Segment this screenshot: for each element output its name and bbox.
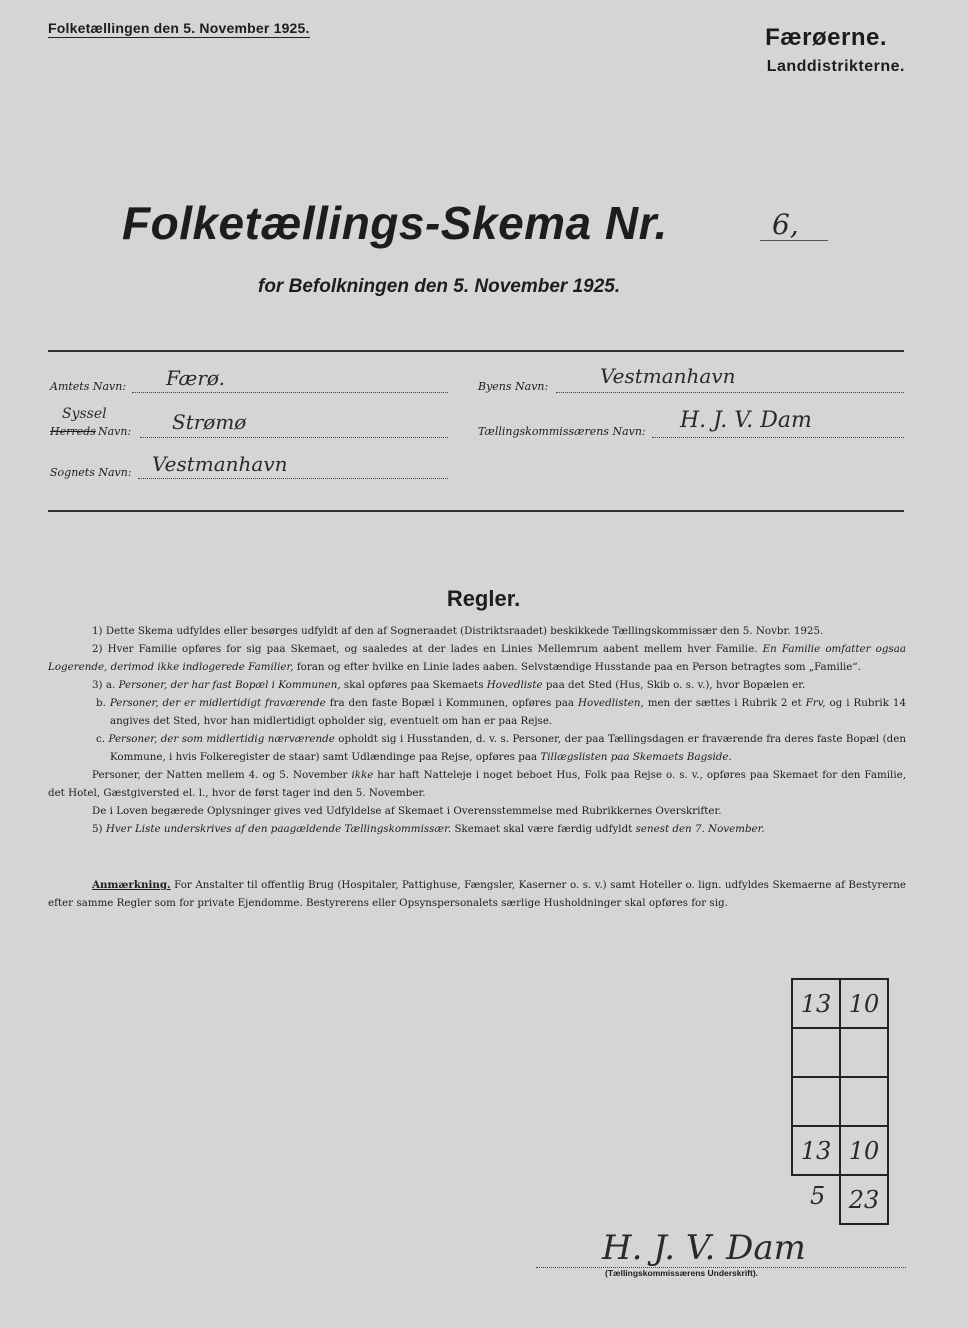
sogn-label: Sognets Navn: [50,466,132,479]
rule-3b: b. Personer, der er midlertidigt fraværende fra den faste Bopæl i Kommunen, opføres paa Hovedlisten, men der sættes i Rubrik 2 et Frv, og i Rubrik 14 angives det Sted, hvor han midlertidigt opholder sig, eventuelt om han er paa Rejse. [96,697,907,727]
signature: H. J. V. Dam [602,1228,806,1268]
top-divider [48,350,904,352]
form-title: Folketællings-Skema Nr. [122,197,668,249]
kommissaer-value: H. J. V. Dam [680,408,812,433]
tally-cell: 13 [792,979,840,1028]
form-subtitle: for Befolkningen den 5. November 1925. [258,276,621,297]
tally-cell [792,1028,840,1077]
amt-field-line [132,392,448,393]
header-district-type: Landdistrikterne. [766,58,905,75]
rules-text [48,622,906,838]
tally-cell: 13 [792,1126,840,1175]
rule-2: 2) Hver Familie opføres for sig paa Skemaet, og saaledes at der lades en Linies Mellemrum aabent mellem hver Familie. En Familie omfatter ogsaa Logerende, derimod ikke indlogerede Familier, foran og efter hvilke en Linie lades aaben. Selvstændige Husstande paa en Person betragtes som „Familie“. [48,643,906,673]
annotation-note: Anmærkning. For Anstalter til offentlig Brug (Hospitaler, Pattighuse, Fængsler, Kaserner o. s. v.) samt Hoteller o. lign. udfyldes Skemaerne af Bestyrerne efter samme Regler som for private Ejendomme. Bestyrerens eller Opsynspersonalets særlige Husholdninger skal opføres for sig. [48,879,906,909]
tally-cell [792,1077,840,1126]
rule-3d: Personer, der Natten mellem 4. og 5. November ikke har haft Natteleje i noget beboet Hus, Folk paa Rejse o. s. v., opføres paa Skemaet for den Familie, det Hotel, Gæstgiversted el. l., hvor de først tager ind den 5. November. [48,769,906,799]
rules-heading: Regler. [446,586,521,611]
header-census-date: Folketællingen den 5. November 1925. [48,20,310,36]
amt-label: Amtets Navn: [50,380,127,393]
sogn-field-line [138,478,448,479]
tally-outside-value: 5 [810,1182,826,1210]
sogn-value: Vestmanhavn [152,452,288,476]
rule-1: 1) Dette Skema udfyldes eller besørges udfyldt af den af Sogneraadet (Distriktsraadet) beskikkede Tællingskommissær den 5. Novbr. 1925. [92,625,824,637]
tally-cell: 10 [840,979,888,1028]
rule-3c: c. Personer, der som midlertidig nærværende opholdt sig i Husstanden, d. v. s. Personer, der paa Tællingsdagen er fraværende fra deres faste Bopæl (den Kommune, i hvis Folkeregister de staar) samt Udlændinge paa Rejse, opføres paa Tillægslisten paa Skemaets Bagside. [96,733,906,763]
herred-label-suffix: Navn: [98,425,132,438]
tally-cell: 10 [840,1126,888,1175]
rule-3a: 3) a. Personer, der har fast Bopæl i Kommunen, skal opføres paa Skemaets Hovedliste paa det Sted (Hus, Skib o. s. v.), hvor Bopælen er. [92,679,806,691]
rule-5: 5) Hver Liste underskrives af den paagældende Tællingskommissær. Skemaet skal være færdig udfyldt senest den 7. November. [92,823,765,835]
rule-4: De i Loven begærede Oplysninger gives ved Udfyldelse af Skemaet i Overensstemmelse med Rubrikkernes Overskrifter. [92,805,722,817]
kommissaer-label: Tællingskommissærens Navn: [478,425,646,438]
tally-cell [840,1028,888,1077]
by-value: Vestmanhavn [600,364,736,388]
by-field-line [556,392,904,393]
amt-value: Færø. [166,366,225,390]
tally-cell: 23 [840,1175,888,1224]
form-number: 6, [772,208,799,241]
tally-box [791,978,889,1225]
herred-field-line [140,437,448,438]
herred-struck-label: Herreds [50,425,96,438]
kommissaer-field-line [652,437,904,438]
header-region: Færøerne. [765,24,887,51]
herred-value: Strømø [172,410,247,434]
herred-handwritten-label: Syssel [62,406,107,422]
bottom-divider [48,510,904,512]
by-label: Byens Navn: [478,380,549,393]
signature-caption: (Tællingskommissærens Underskrift). [605,1268,759,1278]
tally-cell [840,1077,888,1126]
